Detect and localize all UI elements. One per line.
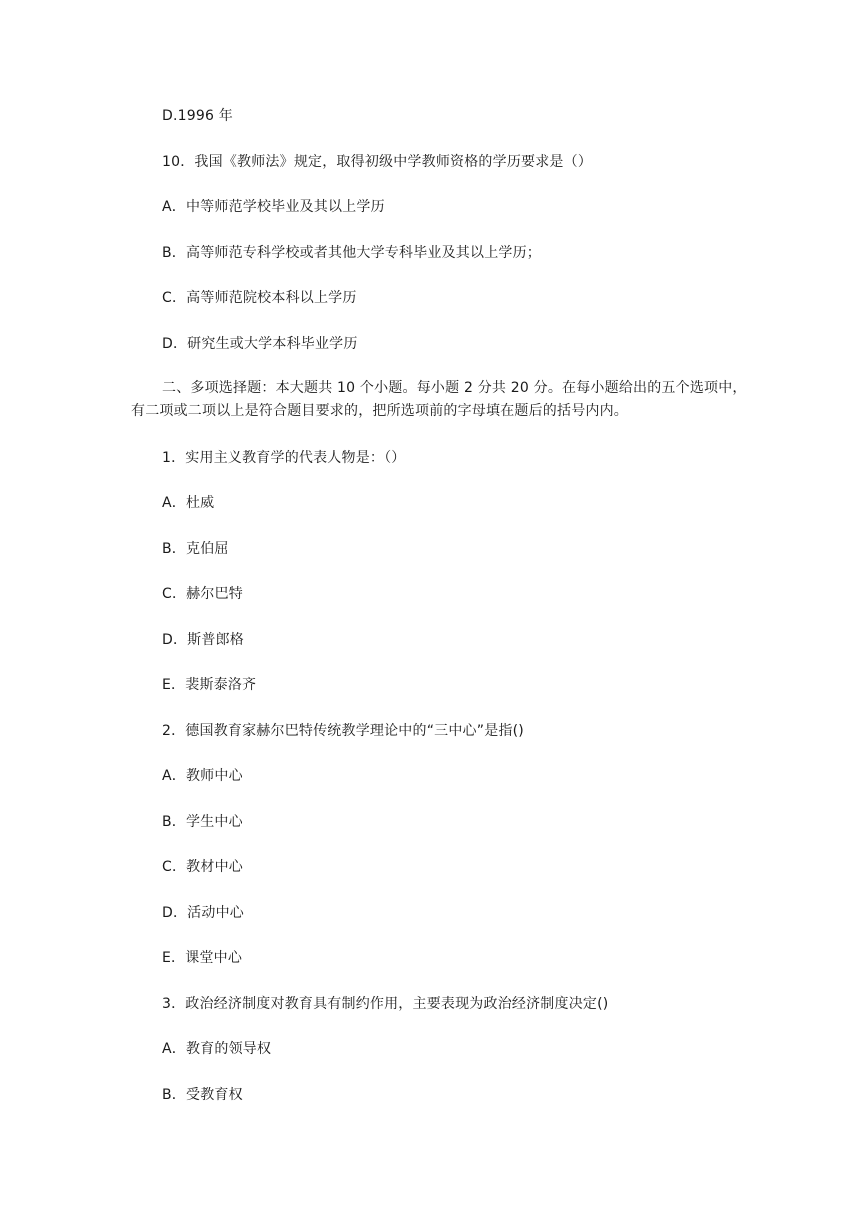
question-10-stem: 10．我国《教师法》规定，取得初级中学教师资格的学历要求是（） <box>162 154 593 170</box>
question-1-stem: 1．实用主义教育学的代表人物是：（） <box>162 450 406 466</box>
question-1-option-e: E．裴斯泰洛齐 <box>162 677 257 693</box>
question-1-option-c: C．赫尔巴特 <box>162 586 243 602</box>
question-2-option-c: C．教材中心 <box>162 859 243 875</box>
question-1-option-d: D．斯普郎格 <box>162 632 244 648</box>
question-3-stem: 3．政治经济制度对教育具有制约作用，主要表现为政治经济制度决定() <box>162 996 609 1012</box>
question-2-option-d: D．活动中心 <box>162 905 244 921</box>
question-1-option-a: A．杜威 <box>162 495 215 511</box>
question-2-option-e: E．课堂中心 <box>162 950 243 966</box>
question-1-option-b: B．克伯屈 <box>162 541 229 557</box>
question-10-option-c: C．高等师范院校本科以上学历 <box>162 290 357 306</box>
question-10-option-d: D．研究生或大学本科毕业学历 <box>162 336 358 352</box>
question-10-option-b: B．高等师范专科学校或者其他大学专科毕业及其以上学历； <box>162 245 542 261</box>
answer-option-d-year: D.1996 年 <box>162 108 233 124</box>
section-heading-multiple-choice: 二、多项选择题：本大题共 10 个小题。每小题 2 分共 20 分。在每小题给出的五个选项中，有二项或二项以上是符合题目要求的，把所选项前的字母填在题后的括号内内。 <box>131 380 747 419</box>
question-2-option-a: A．教师中心 <box>162 768 243 784</box>
question-10-option-a: A．中等师范学校毕业及其以上学历 <box>162 199 385 215</box>
question-2-option-b: B．学生中心 <box>162 814 243 830</box>
question-3-option-b: B．受教育权 <box>162 1087 243 1103</box>
question-2-stem: 2．德国教育家赫尔巴特传统教学理论中的“三中心”是指() <box>162 723 524 739</box>
question-3-option-a: A．教育的领导权 <box>162 1041 272 1057</box>
